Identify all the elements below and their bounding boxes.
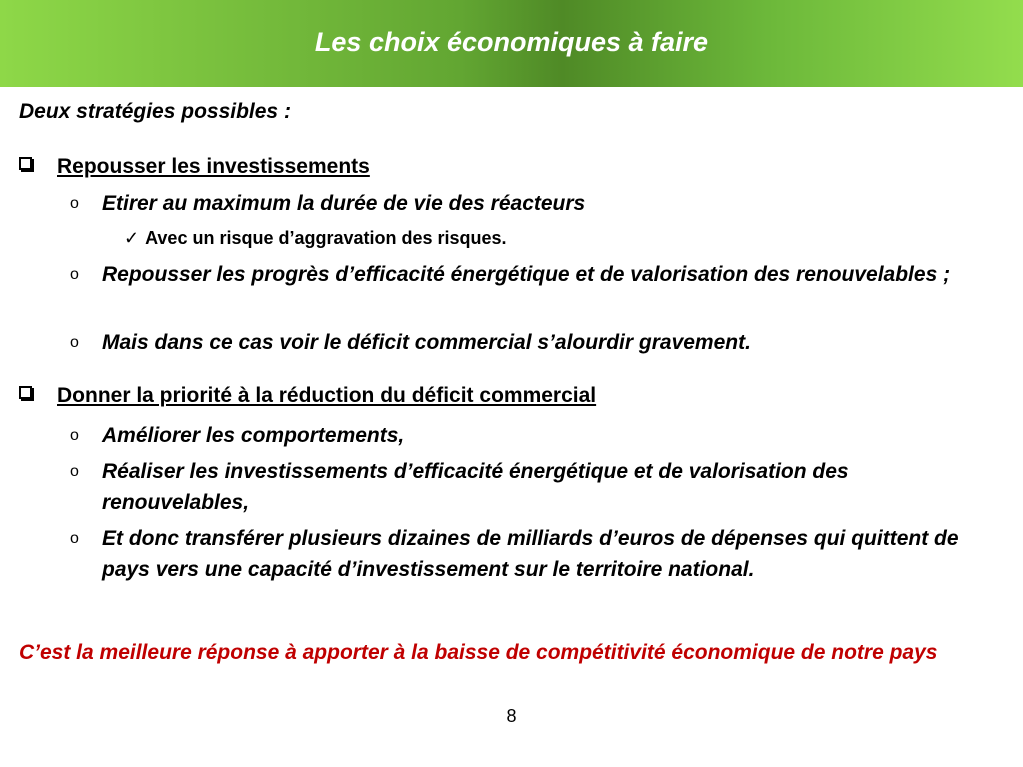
list-item: o Améliorer les comportements, — [70, 420, 970, 451]
intro-text: Deux stratégies possibles : — [19, 100, 291, 123]
slide-title: Les choix économiques à faire — [314, 27, 709, 57]
square-bullet-icon — [19, 386, 32, 399]
circle-bullet-icon: o — [70, 463, 79, 480]
circle-bullet-icon: o — [70, 530, 79, 547]
circle-bullet-icon: o — [70, 195, 79, 212]
list-item: o Mais dans ce cas voir le déficit commercial s’alourdir gravement. — [70, 327, 970, 358]
list-item: o Etirer au maximum la durée de vie des réacteurs — [70, 188, 970, 219]
section-1-title: Repousser les investissements — [57, 155, 370, 178]
slide-header — [0, 0, 1023, 87]
conclusion-text: C’est la meilleure réponse à apporter à la baisse de compétitivité économique de notre pays — [19, 641, 938, 664]
circle-bullet-icon: o — [70, 427, 79, 444]
square-bullet-icon — [19, 157, 32, 170]
list-item: o Et donc transférer plusieurs dizaines de milliards d’euros de dépenses qui quittent de pays vers une capacité d’investissement sur le territoire national. — [70, 523, 970, 585]
circle-bullet-icon: o — [70, 266, 79, 283]
section-2-title: Donner la priorité à la réduction du déficit commercial — [57, 384, 597, 407]
list-item: o Repousser les progrès d’efficacité énergétique et de valorisation des renouvelables ; — [70, 259, 970, 290]
circle-bullet-icon: o — [70, 334, 79, 351]
page-number: 8 — [506, 706, 517, 726]
sub-list-item: ✓ Avec un risque d’aggravation des risques. — [124, 228, 507, 248]
list-item: o Réaliser les investissements d’efficacité énergétique et de valorisation des renouvelables, — [70, 456, 970, 518]
checkmark-icon: ✓ — [124, 228, 140, 248]
